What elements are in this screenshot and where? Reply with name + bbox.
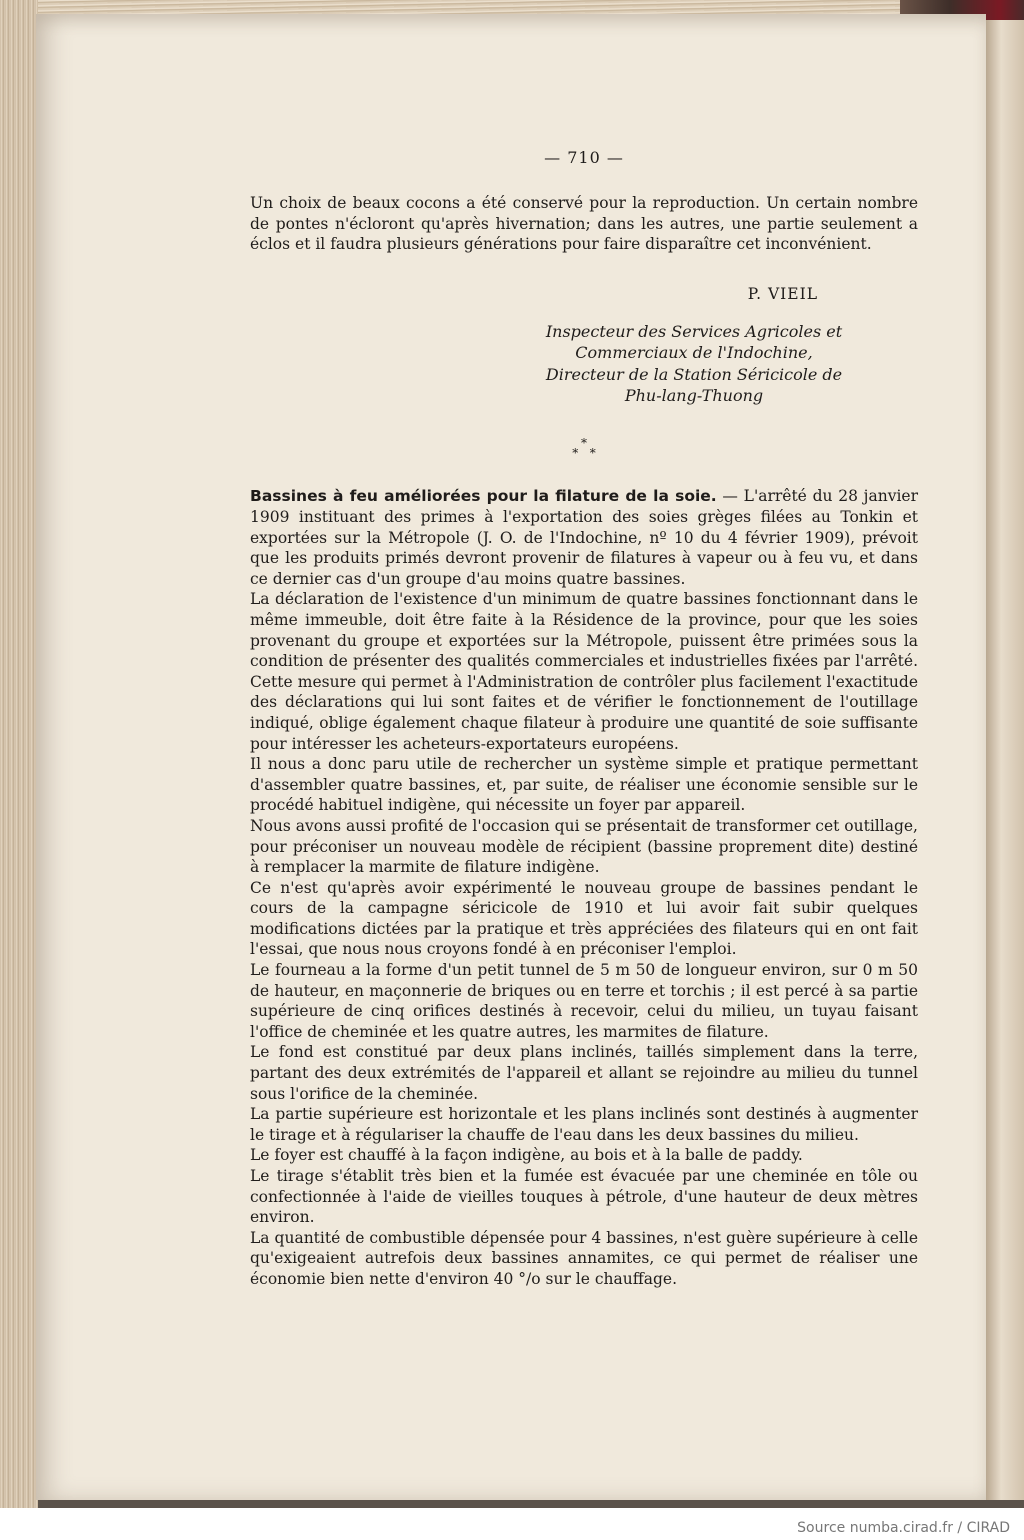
signature-name: P. VIEIL [747,284,818,303]
article-paragraph: Le tirage s'établit très bien et la fumée est évacuée par une cheminée en tôle ou confectionnée à l'aide de vieilles touques à pétrole, d'une hauteur de deux mètres environ. [250,1167,918,1227]
article-paragraph: Nous avons aussi profité de l'occasion qui se présentait de transformer cet outillage, pour préconiser un nouveau modèle de récipient (bassine proprement dite) destiné à remplacer la marmite de filature indigène. [250,816,918,877]
signature-line: Phu-lang-Thuong [624,386,764,405]
article-paragraph: Il nous a donc paru utile de rechercher un système simple et pratique permettant d'assembler quatre bassines, et, par suite, de réaliser une économie sensible sur le procédé habituel indigène, qui nécessite un foyer par appareil. [250,755,918,815]
article-lead-paragraph [250,486,918,589]
signature-line: Inspecteur des Services Agricoles et [545,321,843,341]
page-number: — 710 — [544,148,624,167]
article-paragraph: Le foyer est chauffé à la façon indigène, au bois et à la balle de paddy. [250,1146,803,1165]
article-lead-text: — L'arrêté du 28 janvier 1909 instituant des primes à l'exportation des soies grèges filées au Tonkin et exportées sur la Métropole (J. O. de l'Indochine, nº 10 du 4 février 1909), prévoit que les produits primés devront provenir de filatures à vapeur ou à feu vu, et dans ce dernier cas d'un groupe d'au moins quatre bassines. [250,487,918,588]
page-content [250,148,918,1290]
signature-line: Commerciaux de l'Indochine, [575,343,813,363]
source-credit: Source numba.cirad.fr / CIRAD [797,1520,1010,1536]
article-title: Bassines à feu améliorées pour la filature de la soie. [250,487,717,506]
section-separator [250,436,918,461]
book-page-edges [0,0,38,1508]
separator-bottom-asterisks: * * [572,446,596,461]
article-paragraph: La quantité de combustible dépensée pour 4 bassines, n'est guère supérieure à celle qu'exigeaient autrefois deux bassines annamites, ce qui permet de réaliser une économie bien nette d'environ 40 °/o sur le chauffage. [250,1228,918,1288]
article-paragraph: La partie supérieure est horizontale et les plans inclinés sont destinés à augmenter le tirage et à régulariser la chauffe de l'eau dans les deux bassines du milieu. [250,1105,918,1144]
signature-titles [250,321,918,407]
article-paragraph: Le fourneau a la forme d'un petit tunnel de 5 m 50 de longueur environ, sur 0 m 50 de hauteur, en maçonnerie de briques ou en terre et torchis ; il est percé à sa partie supérieure de cinq orifices destinés à recevoir, celui du milieu, un tuyau faisant l'office de cheminée et les quatre autres, les marmites de filature. [250,961,918,1041]
article-paragraph: Ce n'est qu'après avoir expérimenté le nouveau groupe de bassines pendant le cours de la campagne séricicole de 1910 et lui avoir fait subir quelques modifications dictées par la pratique et très appréciées des filateurs qui en ont fait l'essai, que nous nous croyons fondé à en préconiser l'emploi. [250,878,918,959]
article-paragraph: La déclaration de l'existence d'un minimum de quatre bassines fonctionnant dans le même immeuble, doit être faite à la Résidence de la province, pour que les soies provenant du groupe et exportées sur la Métropole, puissent être primées sous la condition de présenter des qualités commerciales et industrielles fixées par l'arrêté. Cette mesure qui permet à l'Administration de contrôler plus facilement l'exactitude des déclarations qui lui sont faites et de vérifier le fonctionnement de l'outillage indiqué, oblige également chaque filateur à produire une quantité de soie suffisante pour intéresser les acheteurs-exportateurs européens. [250,590,918,753]
next-page-edge [986,20,1024,1500]
signature-line: Directeur de la Station Séricicole de [545,364,843,384]
intro-paragraph: Un choix de beaux cocons a été conservé pour la reproduction. Un certain nombre de pontes n'écloront qu'après hivernation; dans les autres, une partie seulement a éclos et il faudra plusieurs générations pour faire disparaître cet inconvénient. [250,194,918,254]
separator-top-asterisk: * [581,436,587,451]
article-paragraph: Le fond est constitué par deux plans inclinés, taillés simplement dans la terre, partant des deux extrémités de l'appareil et allant se rejoindre au milieu du tunnel sous l'orifice de la cheminée. [250,1043,918,1103]
